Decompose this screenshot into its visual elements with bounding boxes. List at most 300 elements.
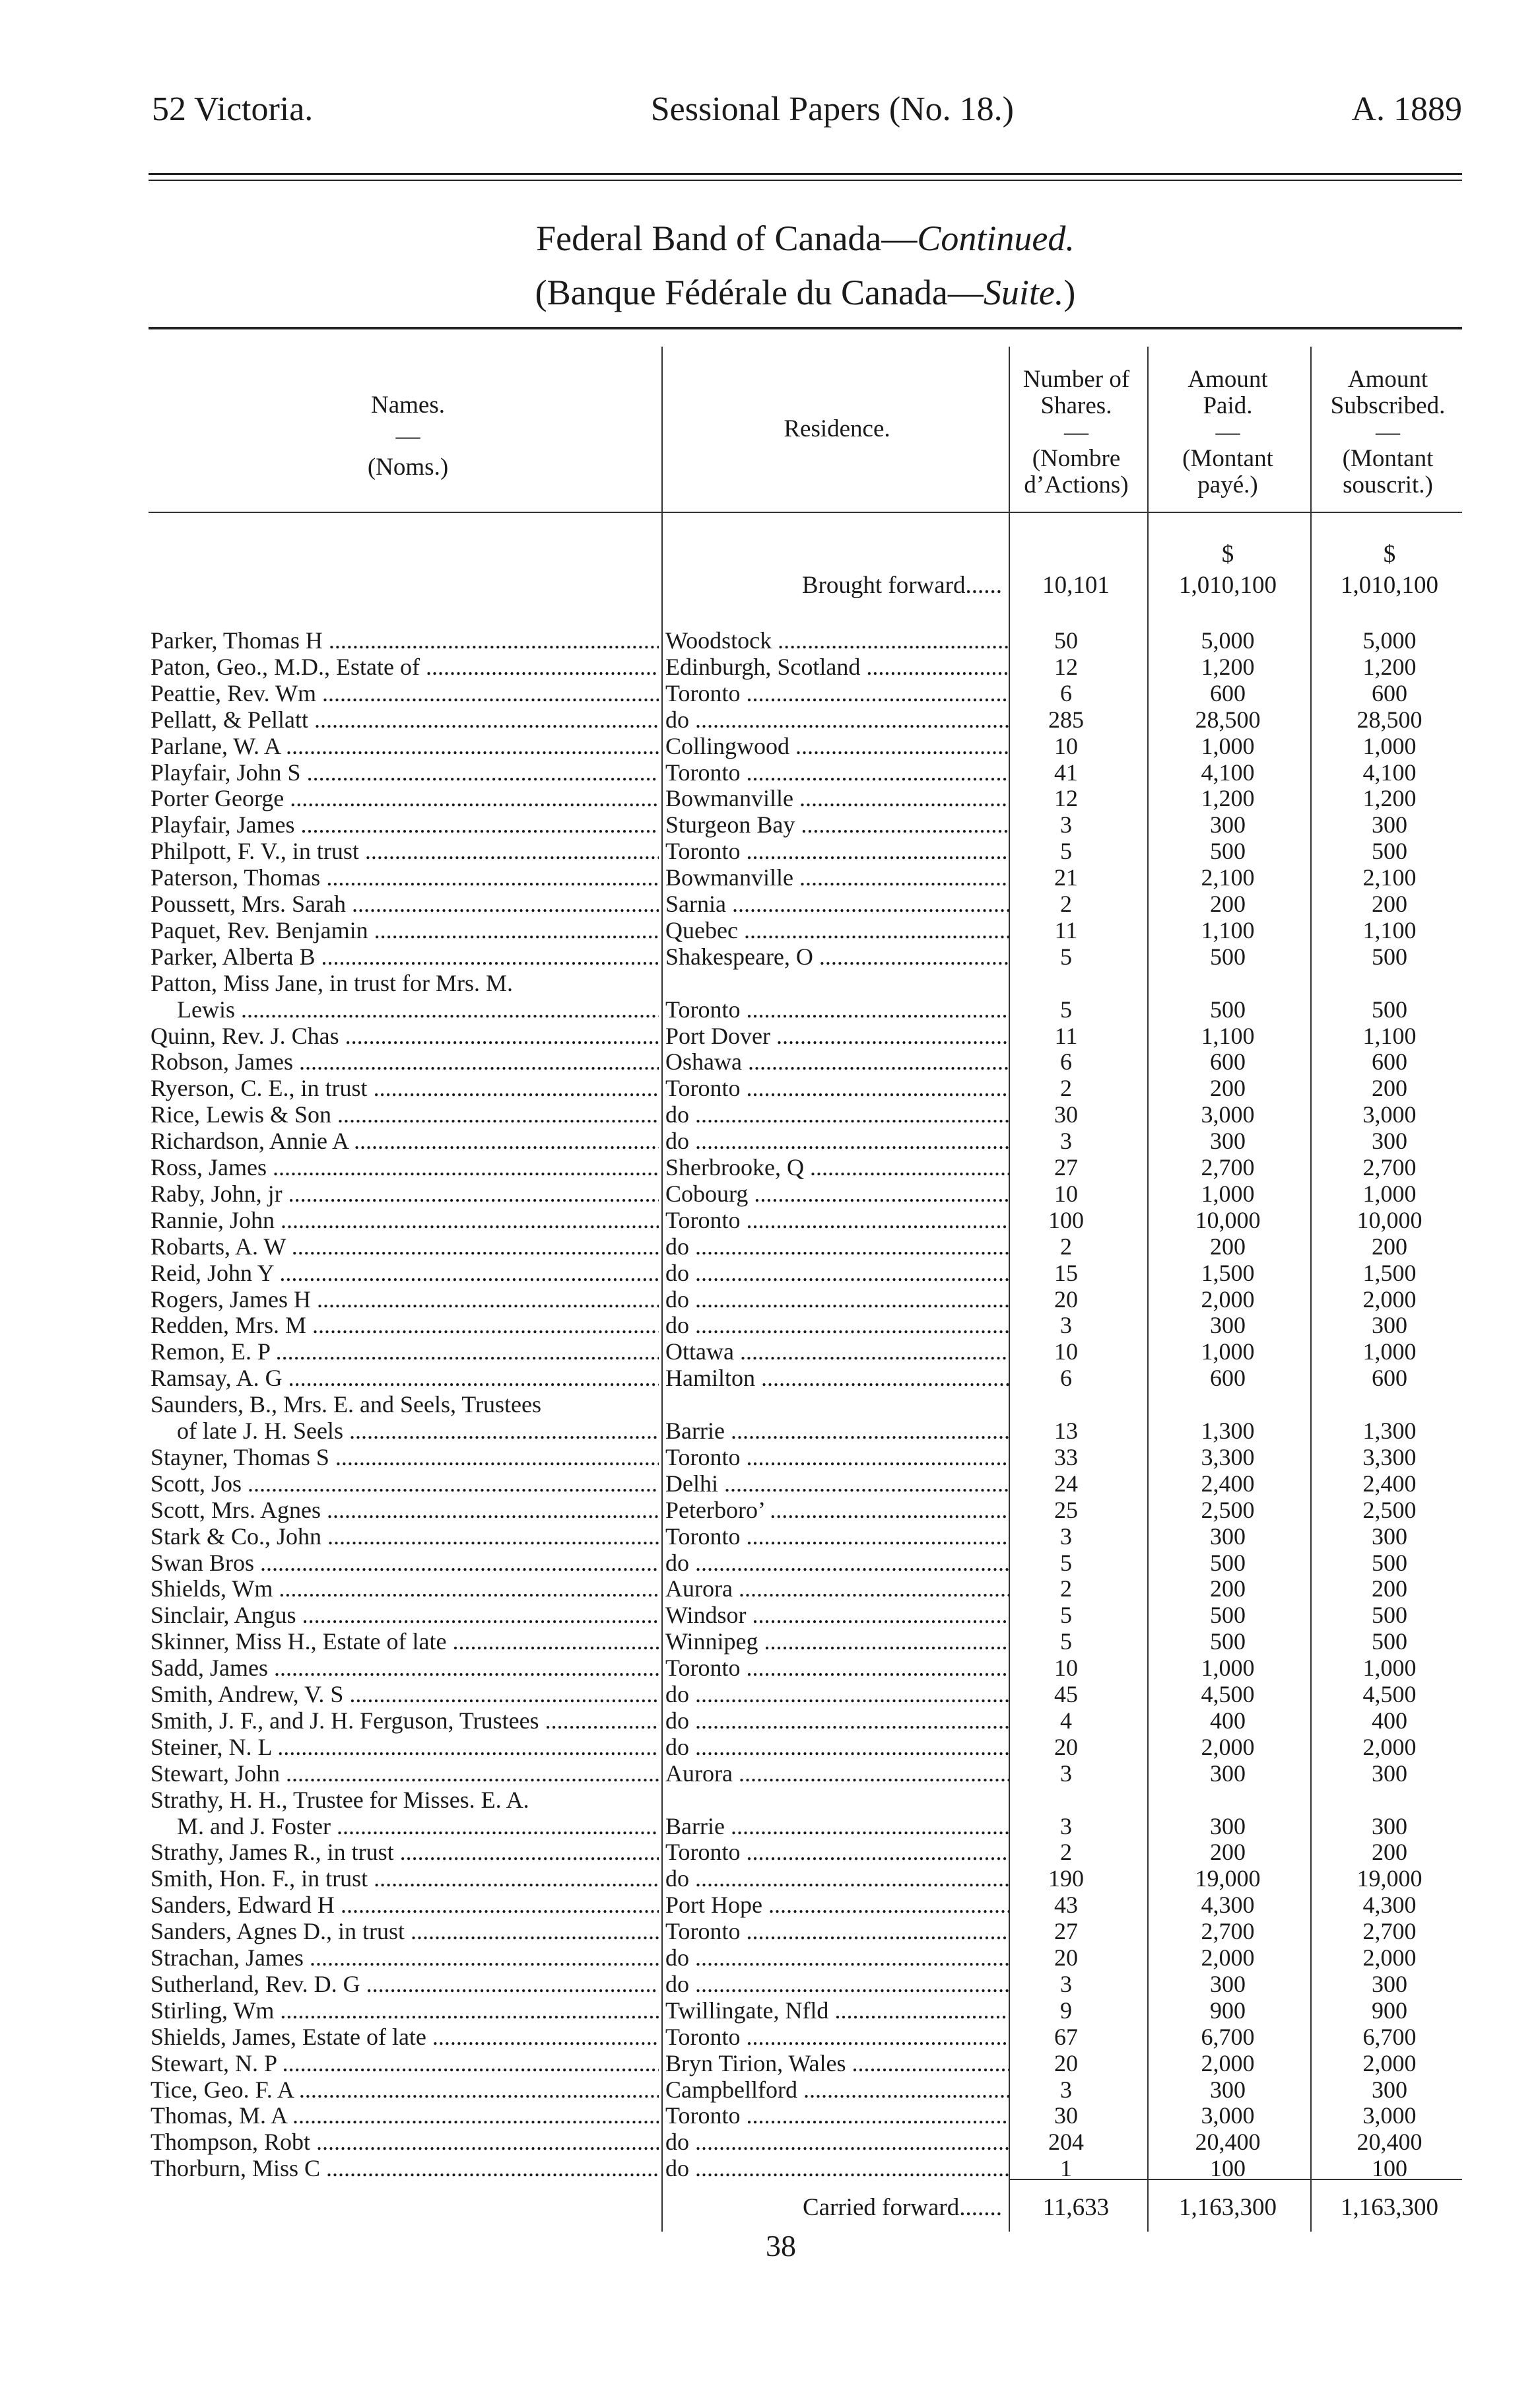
cell-residence: Sherbrooke, Q ..... bbox=[665, 1154, 1009, 1181]
cell-subscribed: 2,000 bbox=[1362, 2049, 1417, 2076]
cell-subscribed: 4,300 bbox=[1362, 1892, 1417, 1919]
cell-shares: 30 bbox=[1054, 1101, 1078, 1128]
cell-paid: 2,000 bbox=[1201, 1285, 1255, 1313]
cell-paid: 500 bbox=[1210, 943, 1246, 970]
cell-name: Stewart, John ..... bbox=[151, 1760, 659, 1787]
cell-residence: do ..... bbox=[665, 2155, 1009, 2181]
cell-subscribed: 2,000 bbox=[1362, 1944, 1417, 1971]
cell-name: Swan Bros ..... bbox=[151, 1550, 659, 1576]
cell-subscribed: 200 bbox=[1372, 1233, 1407, 1260]
cell-subscribed: 10,000 bbox=[1356, 1206, 1423, 1233]
cell-shares: 5 bbox=[1060, 1602, 1072, 1629]
cell-shares: 10 bbox=[1054, 1338, 1078, 1365]
cell-name: Peattie, Rev. Wm ..... bbox=[151, 680, 659, 706]
cell-subscribed: 1,000 bbox=[1362, 1180, 1417, 1207]
cell-shares: 6 bbox=[1060, 1048, 1072, 1076]
cell-subscribed: 1,200 bbox=[1362, 653, 1417, 680]
cell-paid: 500 bbox=[1210, 1602, 1246, 1629]
cell-shares: 190 bbox=[1048, 1865, 1084, 1892]
cell-subscribed: 1,000 bbox=[1362, 732, 1417, 759]
carried-forward-shares: 11,633 bbox=[1042, 2194, 1110, 2221]
cell-name: Raby, John, jr ..... bbox=[151, 1181, 659, 1207]
cell-paid: 2,000 bbox=[1201, 2049, 1255, 2076]
cell-name: Thomas, M. A ..... bbox=[151, 2102, 659, 2129]
cell-subscribed: 3,300 bbox=[1362, 1443, 1417, 1470]
cell-name: Porter George ..... bbox=[151, 785, 659, 811]
cell-paid: 5,000 bbox=[1201, 627, 1255, 654]
cell-paid: 500 bbox=[1210, 1628, 1246, 1655]
title-continued: Continued. bbox=[917, 219, 1075, 258]
cell-paid: 300 bbox=[1210, 1523, 1246, 1550]
cell-subscribed: 3,000 bbox=[1362, 1101, 1417, 1128]
cell-name: Ramsay, A. G ..... bbox=[151, 1365, 659, 1391]
cell-residence: Toronto ..... bbox=[665, 1839, 1009, 1865]
cell-subscribed: 1,300 bbox=[1362, 1418, 1417, 1444]
cell-name: Parlane, W. A ..... bbox=[151, 733, 659, 759]
cell-subscribed: 2,700 bbox=[1362, 1918, 1417, 1945]
cell-subscribed: 500 bbox=[1372, 943, 1407, 970]
cell-paid: 1,000 bbox=[1201, 1338, 1255, 1365]
cell-residence: Delhi ..... bbox=[665, 1470, 1009, 1497]
cell-paid: 1,100 bbox=[1201, 916, 1255, 943]
carried-forward-label: Carried forward....... bbox=[802, 2194, 1002, 2221]
cell-residence: Port Hope ..... bbox=[665, 1892, 1009, 1918]
cell-name: Pellatt, & Pellatt ..... bbox=[151, 706, 659, 733]
cell-paid: 19,000 bbox=[1195, 1865, 1261, 1892]
cell-shares: 1 bbox=[1060, 2155, 1072, 2182]
cell-residence: Toronto ..... bbox=[665, 1523, 1009, 1550]
cell-shares: 20 bbox=[1054, 1733, 1078, 1760]
cell-subscribed: 5,000 bbox=[1362, 627, 1417, 654]
cell-paid: 3,300 bbox=[1201, 1443, 1255, 1470]
cell-shares: 67 bbox=[1054, 2023, 1078, 2050]
cell-residence: Peterboro’ ..... bbox=[665, 1497, 1009, 1523]
cell-name: Shields, James, Estate of late ..... bbox=[151, 2024, 659, 2050]
cell-paid: 4,500 bbox=[1201, 1681, 1255, 1707]
cell-name: Paton, Geo., M.D., Estate of ..... bbox=[151, 654, 659, 680]
cell-shares: 3 bbox=[1060, 1312, 1072, 1339]
cell-shares: 10 bbox=[1054, 1180, 1078, 1207]
col-head-shares: Number of Shares. — (Nombre d’Actions) bbox=[1022, 366, 1130, 498]
cell-shares: 204 bbox=[1048, 2129, 1084, 2156]
cell-paid: 500 bbox=[1210, 1549, 1246, 1576]
cell-paid: 300 bbox=[1210, 1312, 1246, 1339]
cell-paid: 200 bbox=[1210, 1839, 1246, 1866]
cell-subscribed: 500 bbox=[1372, 1602, 1407, 1629]
cell-shares: 27 bbox=[1054, 1154, 1078, 1181]
cell-name: Quinn, Rev. J. Chas ..... bbox=[151, 1023, 659, 1049]
cell-paid: 900 bbox=[1210, 1997, 1246, 2024]
title-suite: Suite. bbox=[983, 273, 1064, 312]
cell-paid: 2,000 bbox=[1201, 1733, 1255, 1760]
cell-name: Smith, J. F., and J. H. Ferguson, Trustees ..... bbox=[151, 1707, 659, 1734]
cell-paid: 1,200 bbox=[1201, 785, 1255, 812]
cell-name: Robarts, A. W ..... bbox=[151, 1233, 659, 1260]
cell-subscribed: 500 bbox=[1372, 1628, 1407, 1655]
cell-subscribed: 300 bbox=[1372, 2076, 1407, 2103]
cell-name: Scott, Mrs. Agnes ..... bbox=[151, 1497, 659, 1523]
cell-paid: 500 bbox=[1210, 996, 1246, 1023]
cell-name: Parker, Thomas H ..... bbox=[151, 627, 659, 654]
cell-subscribed: 100 bbox=[1372, 2155, 1407, 2182]
cell-subscribed: 300 bbox=[1372, 1970, 1407, 1997]
header-rule bbox=[149, 173, 1462, 175]
currency-subscribed: $ bbox=[1383, 541, 1396, 568]
cell-paid: 2,500 bbox=[1201, 1496, 1255, 1523]
table-title bbox=[149, 218, 1462, 259]
cell-name: Redden, Mrs. M ..... bbox=[151, 1312, 659, 1338]
cell-shares: 2 bbox=[1060, 1839, 1072, 1866]
cell-shares: 4 bbox=[1060, 1707, 1072, 1734]
cell-residence: Toronto ..... bbox=[665, 838, 1009, 864]
cell-shares: 5 bbox=[1060, 1549, 1072, 1576]
cell-name: Shields, Wm ..... bbox=[151, 1575, 659, 1602]
cell-residence: do ..... bbox=[665, 1260, 1009, 1286]
cell-paid: 2,700 bbox=[1201, 1918, 1255, 1945]
cell-name: Sanders, Edward H ..... bbox=[151, 1892, 659, 1918]
cell-subscribed: 300 bbox=[1372, 1523, 1407, 1550]
cell-subscribed: 3,000 bbox=[1362, 2102, 1417, 2129]
cell-residence: do ..... bbox=[665, 1128, 1009, 1154]
cell-residence: Sturgeon Bay ..... bbox=[665, 811, 1009, 838]
cell-subscribed: 300 bbox=[1372, 1128, 1407, 1155]
cell-paid: 4,100 bbox=[1201, 759, 1255, 786]
brought-forward-paid: 1,010,100 bbox=[1179, 572, 1277, 599]
cell-paid: 300 bbox=[1210, 1812, 1246, 1839]
cell-shares: 13 bbox=[1054, 1418, 1078, 1444]
cell-paid: 200 bbox=[1210, 1075, 1246, 1102]
cell-residence: Cobourg ..... bbox=[665, 1181, 1009, 1207]
cell-shares: 20 bbox=[1054, 1944, 1078, 1971]
title-french: (Banque Fédérale du Canada— bbox=[535, 273, 984, 312]
cell-residence: Toronto ..... bbox=[665, 759, 1009, 786]
cell-residence: Toronto ..... bbox=[665, 1444, 1009, 1470]
col-head-subscribed: Amount Subscribed. — (Montant souscrit.) bbox=[1330, 366, 1446, 498]
cell-residence: Campbellford ..... bbox=[665, 2076, 1009, 2103]
cell-paid: 3,000 bbox=[1201, 1101, 1255, 1128]
cell-name: Ryerson, C. E., in trust ..... bbox=[151, 1075, 659, 1101]
cell-shares: 50 bbox=[1054, 627, 1078, 654]
cell-residence: do ..... bbox=[665, 1286, 1009, 1313]
cell-name: Strathy, H. H., Trustee for Misses. E. A. bbox=[151, 1786, 529, 1813]
cell-shares: 2 bbox=[1060, 1075, 1072, 1102]
cell-subscribed: 300 bbox=[1372, 1812, 1407, 1839]
running-header bbox=[152, 86, 1462, 132]
header-session: 52 Victoria. bbox=[152, 90, 314, 128]
cell-name: Playfair, James ..... bbox=[151, 811, 659, 838]
brought-forward-label: Brought forward...... bbox=[801, 572, 1002, 599]
cell-name: Richardson, Annie A ..... bbox=[151, 1128, 659, 1154]
carried-forward-subscribed: 1,163,300 bbox=[1341, 2194, 1438, 2221]
cell-paid: 20,400 bbox=[1195, 2129, 1261, 2156]
cell-shares: 20 bbox=[1054, 2049, 1078, 2076]
cell-paid: 200 bbox=[1210, 1575, 1246, 1602]
cell-residence: Toronto ..... bbox=[665, 1207, 1009, 1233]
cell-subscribed: 200 bbox=[1372, 891, 1407, 917]
cell-name: Playfair, John S ..... bbox=[151, 759, 659, 786]
cell-name: Saunders, B., Mrs. E. and Seels, Trustees bbox=[151, 1391, 541, 1418]
cell-residence: Winnipeg ..... bbox=[665, 1628, 1009, 1655]
cell-shares: 27 bbox=[1054, 1918, 1078, 1945]
title-paren: ) bbox=[1063, 273, 1076, 312]
cell-shares: 5 bbox=[1060, 1628, 1072, 1655]
cell-shares: 100 bbox=[1048, 1206, 1084, 1233]
cell-paid: 1,000 bbox=[1201, 1180, 1255, 1207]
cell-residence: do ..... bbox=[665, 1865, 1009, 1892]
cell-subscribed: 2,500 bbox=[1362, 1496, 1417, 1523]
header-year: A. 1889 bbox=[1351, 90, 1462, 128]
cell-subscribed: 200 bbox=[1372, 1075, 1407, 1102]
cell-paid: 1,100 bbox=[1201, 1022, 1255, 1049]
cell-paid: 500 bbox=[1210, 838, 1246, 865]
cell-paid: 200 bbox=[1210, 891, 1246, 917]
cell-subscribed: 2,700 bbox=[1362, 1154, 1417, 1181]
cell-paid: 600 bbox=[1210, 1048, 1246, 1076]
cell-residence: do ..... bbox=[665, 1550, 1009, 1576]
cell-subscribed: 300 bbox=[1372, 1760, 1407, 1787]
cell-residence: Twillingate, Nfld ..... bbox=[665, 1997, 1009, 2024]
cell-residence: Collingwood ..... bbox=[665, 733, 1009, 759]
cell-shares: 12 bbox=[1054, 785, 1078, 812]
cell-residence: do ..... bbox=[665, 2129, 1009, 2155]
cell-residence: Toronto ..... bbox=[665, 680, 1009, 706]
cell-shares: 2 bbox=[1060, 1575, 1072, 1602]
cell-subscribed: 28,500 bbox=[1356, 706, 1423, 733]
cell-subscribed: 300 bbox=[1372, 811, 1407, 839]
cell-subscribed: 19,000 bbox=[1356, 1865, 1423, 1892]
cell-shares: 21 bbox=[1054, 864, 1078, 891]
cell-subscribed: 200 bbox=[1372, 1839, 1407, 1866]
cell-paid: 300 bbox=[1210, 1128, 1246, 1155]
cell-shares: 2 bbox=[1060, 1233, 1072, 1260]
col-divider-residence bbox=[661, 347, 663, 2232]
cell-paid: 4,300 bbox=[1201, 1892, 1255, 1919]
cell-subscribed: 1,000 bbox=[1362, 1655, 1417, 1682]
cell-residence: Windsor ..... bbox=[665, 1602, 1009, 1628]
cell-name: Scott, Jos ..... bbox=[151, 1470, 659, 1497]
cell-name: Smith, Hon. F., in trust ..... bbox=[151, 1865, 659, 1892]
cell-name: Stayner, Thomas S ..... bbox=[151, 1444, 659, 1470]
cell-residence: do ..... bbox=[665, 1944, 1009, 1971]
cell-paid: 10,000 bbox=[1195, 1206, 1261, 1233]
cell-residence: Ottawa ..... bbox=[665, 1338, 1009, 1365]
cell-paid: 1,300 bbox=[1201, 1418, 1255, 1444]
page-number: 38 bbox=[766, 2229, 796, 2263]
cell-name: of late J. H. Seels ..... bbox=[177, 1418, 659, 1444]
header-rule-inner bbox=[149, 180, 1462, 181]
cell-subscribed: 600 bbox=[1372, 1365, 1407, 1392]
cell-shares: 6 bbox=[1060, 679, 1072, 706]
cell-shares: 3 bbox=[1060, 2076, 1072, 2103]
cell-shares: 11 bbox=[1054, 1022, 1078, 1049]
header-bottom-rule bbox=[149, 512, 1462, 513]
cell-name: Rogers, James H ..... bbox=[151, 1286, 659, 1313]
cell-shares: 9 bbox=[1060, 1997, 1072, 2024]
cell-residence: Quebec ..... bbox=[665, 917, 1009, 943]
cell-residence: Bryn Tirion, Wales ..... bbox=[665, 2050, 1009, 2076]
cell-name: Paquet, Rev. Benjamin ..... bbox=[151, 917, 659, 943]
cell-subscribed: 1,500 bbox=[1362, 1259, 1417, 1286]
cell-shares: 30 bbox=[1054, 2102, 1078, 2129]
cell-subscribed: 500 bbox=[1372, 996, 1407, 1023]
cell-subscribed: 2,100 bbox=[1362, 864, 1417, 891]
totals-rule bbox=[1009, 2179, 1462, 2180]
cell-name: M. and J. Foster ..... bbox=[177, 1813, 659, 1839]
cell-residence: Aurora ..... bbox=[665, 1760, 1009, 1787]
cell-name: Parker, Alberta B ..... bbox=[151, 943, 659, 970]
cell-residence: do ..... bbox=[665, 1101, 1009, 1128]
cell-residence: Woodstock ..... bbox=[665, 627, 1009, 654]
cell-residence: do ..... bbox=[665, 1707, 1009, 1734]
cell-subscribed: 1,000 bbox=[1362, 1338, 1417, 1365]
brought-forward-shares: 10,101 bbox=[1042, 572, 1110, 599]
cell-name: Philpott, F. V., in trust ..... bbox=[151, 838, 659, 864]
col-divider-subscribed bbox=[1310, 347, 1312, 2232]
cell-shares: 10 bbox=[1054, 732, 1078, 759]
cell-shares: 11 bbox=[1054, 916, 1078, 943]
cell-name: Remon, E. P ..... bbox=[151, 1338, 659, 1365]
cell-name: Sutherland, Rev. D. G ..... bbox=[151, 1971, 659, 1997]
cell-subscribed: 600 bbox=[1372, 679, 1407, 706]
cell-name: Strachan, James ..... bbox=[151, 1944, 659, 1971]
cell-name: Robson, James ..... bbox=[151, 1048, 659, 1075]
col-head-names: Names. — (Noms.) bbox=[367, 392, 449, 481]
cell-shares: 3 bbox=[1060, 1970, 1072, 1997]
cell-paid: 300 bbox=[1210, 2076, 1246, 2103]
cell-paid: 6,700 bbox=[1201, 2023, 1255, 2050]
cell-name: Stewart, N. P ..... bbox=[151, 2050, 659, 2076]
cell-name: Sanders, Agnes D., in trust ..... bbox=[151, 1918, 659, 1944]
cell-name: Thorburn, Miss C ..... bbox=[151, 2155, 659, 2181]
cell-subscribed: 2,000 bbox=[1362, 1285, 1417, 1313]
cell-paid: 3,000 bbox=[1201, 2102, 1255, 2129]
cell-name: Stirling, Wm ..... bbox=[151, 1997, 659, 2024]
cell-subscribed: 1,100 bbox=[1362, 1022, 1417, 1049]
cell-shares: 285 bbox=[1048, 706, 1084, 733]
cell-shares: 5 bbox=[1060, 838, 1072, 865]
cell-residence: Bowmanville ..... bbox=[665, 864, 1009, 891]
cell-name: Thompson, Robt ..... bbox=[151, 2129, 659, 2155]
cell-name: Skinner, Miss H., Estate of late ..... bbox=[151, 1628, 659, 1655]
cell-paid: 2,100 bbox=[1201, 864, 1255, 891]
carried-forward-paid: 1,163,300 bbox=[1179, 2194, 1277, 2221]
cell-subscribed: 1,200 bbox=[1362, 785, 1417, 812]
cell-residence: do ..... bbox=[665, 1734, 1009, 1760]
cell-shares: 6 bbox=[1060, 1365, 1072, 1392]
table-title-french bbox=[149, 272, 1462, 313]
cell-shares: 3 bbox=[1060, 1812, 1072, 1839]
cell-residence: do ..... bbox=[665, 1971, 1009, 1997]
cell-name: Lewis ..... bbox=[177, 996, 659, 1023]
cell-subscribed: 300 bbox=[1372, 1312, 1407, 1339]
currency-paid: $ bbox=[1221, 541, 1234, 568]
cell-subscribed: 2,000 bbox=[1362, 1733, 1417, 1760]
cell-subscribed: 500 bbox=[1372, 838, 1407, 865]
cell-shares: 25 bbox=[1054, 1496, 1078, 1523]
cell-shares: 3 bbox=[1060, 1760, 1072, 1787]
cell-paid: 600 bbox=[1210, 1365, 1246, 1392]
cell-shares: 3 bbox=[1060, 811, 1072, 839]
cell-shares: 20 bbox=[1054, 1285, 1078, 1313]
cell-subscribed: 1,100 bbox=[1362, 916, 1417, 943]
cell-residence: Toronto ..... bbox=[665, 1075, 1009, 1101]
cell-paid: 2,700 bbox=[1201, 1154, 1255, 1181]
cell-shares: 15 bbox=[1054, 1259, 1078, 1286]
cell-residence: Hamilton ..... bbox=[665, 1365, 1009, 1391]
cell-paid: 2,400 bbox=[1201, 1470, 1255, 1497]
cell-shares: 24 bbox=[1054, 1470, 1078, 1497]
cell-paid: 1,200 bbox=[1201, 653, 1255, 680]
cell-residence: Toronto ..... bbox=[665, 1918, 1009, 1944]
cell-subscribed: 400 bbox=[1372, 1707, 1407, 1734]
cell-name: Ross, James ..... bbox=[151, 1154, 659, 1181]
cell-residence: Oshawa ..... bbox=[665, 1048, 1009, 1075]
cell-paid: 200 bbox=[1210, 1233, 1246, 1260]
cell-paid: 100 bbox=[1210, 2155, 1246, 2182]
cell-name: Sinclair, Angus ..... bbox=[151, 1602, 659, 1628]
cell-paid: 400 bbox=[1210, 1707, 1246, 1734]
brought-forward-subscribed: 1,010,100 bbox=[1341, 572, 1438, 599]
cell-subscribed: 200 bbox=[1372, 1575, 1407, 1602]
cell-residence: Toronto ..... bbox=[665, 2102, 1009, 2129]
cell-shares: 5 bbox=[1060, 996, 1072, 1023]
cell-subscribed: 600 bbox=[1372, 1048, 1407, 1076]
cell-paid: 1,000 bbox=[1201, 732, 1255, 759]
cell-name: Tice, Geo. F. A ..... bbox=[151, 2076, 659, 2103]
cell-name: Steiner, N. L ..... bbox=[151, 1734, 659, 1760]
cell-subscribed: 20,400 bbox=[1356, 2129, 1423, 2156]
cell-subscribed: 500 bbox=[1372, 1549, 1407, 1576]
cell-name: Stark & Co., John ..... bbox=[151, 1523, 659, 1550]
cell-shares: 33 bbox=[1054, 1443, 1078, 1470]
cell-residence: Toronto ..... bbox=[665, 1655, 1009, 1681]
cell-residence: do ..... bbox=[665, 706, 1009, 733]
cell-shares: 45 bbox=[1054, 1681, 1078, 1707]
cell-residence: do ..... bbox=[665, 1312, 1009, 1338]
cell-shares: 41 bbox=[1054, 759, 1078, 786]
cell-shares: 2 bbox=[1060, 891, 1072, 917]
cell-shares: 43 bbox=[1054, 1892, 1078, 1919]
cell-name: Poussett, Mrs. Sarah ..... bbox=[151, 891, 659, 917]
col-divider-shares bbox=[1009, 347, 1010, 2232]
cell-name: Patton, Miss Jane, in trust for Mrs. M. bbox=[151, 969, 513, 996]
cell-paid: 1,500 bbox=[1201, 1259, 1255, 1286]
cell-name: Smith, Andrew, V. S ..... bbox=[151, 1681, 659, 1707]
cell-paid: 300 bbox=[1210, 811, 1246, 839]
cell-name: Rice, Lewis & Son ..... bbox=[151, 1101, 659, 1128]
cell-name: Reid, John Y ..... bbox=[151, 1260, 659, 1286]
cell-residence: Bowmanville ..... bbox=[665, 785, 1009, 811]
cell-paid: 28,500 bbox=[1195, 706, 1261, 733]
cell-residence: Barrie ..... bbox=[665, 1813, 1009, 1839]
cell-residence: do ..... bbox=[665, 1233, 1009, 1260]
cell-residence: Toronto ..... bbox=[665, 2024, 1009, 2050]
col-divider-paid bbox=[1147, 347, 1149, 2232]
cell-residence: Toronto ..... bbox=[665, 996, 1009, 1023]
cell-shares: 3 bbox=[1060, 1128, 1072, 1155]
cell-paid: 300 bbox=[1210, 1970, 1246, 1997]
cell-paid: 600 bbox=[1210, 679, 1246, 706]
cell-shares: 12 bbox=[1054, 653, 1078, 680]
cell-residence: do ..... bbox=[665, 1681, 1009, 1707]
cell-subscribed: 6,700 bbox=[1362, 2023, 1417, 2050]
cell-residence: Sarnia ..... bbox=[665, 891, 1009, 917]
cell-subscribed: 900 bbox=[1372, 1997, 1407, 2024]
cell-paid: 2,000 bbox=[1201, 1944, 1255, 1971]
cell-subscribed: 2,400 bbox=[1362, 1470, 1417, 1497]
cell-residence: Aurora ..... bbox=[665, 1575, 1009, 1602]
cell-name: Rannie, John ..... bbox=[151, 1207, 659, 1233]
